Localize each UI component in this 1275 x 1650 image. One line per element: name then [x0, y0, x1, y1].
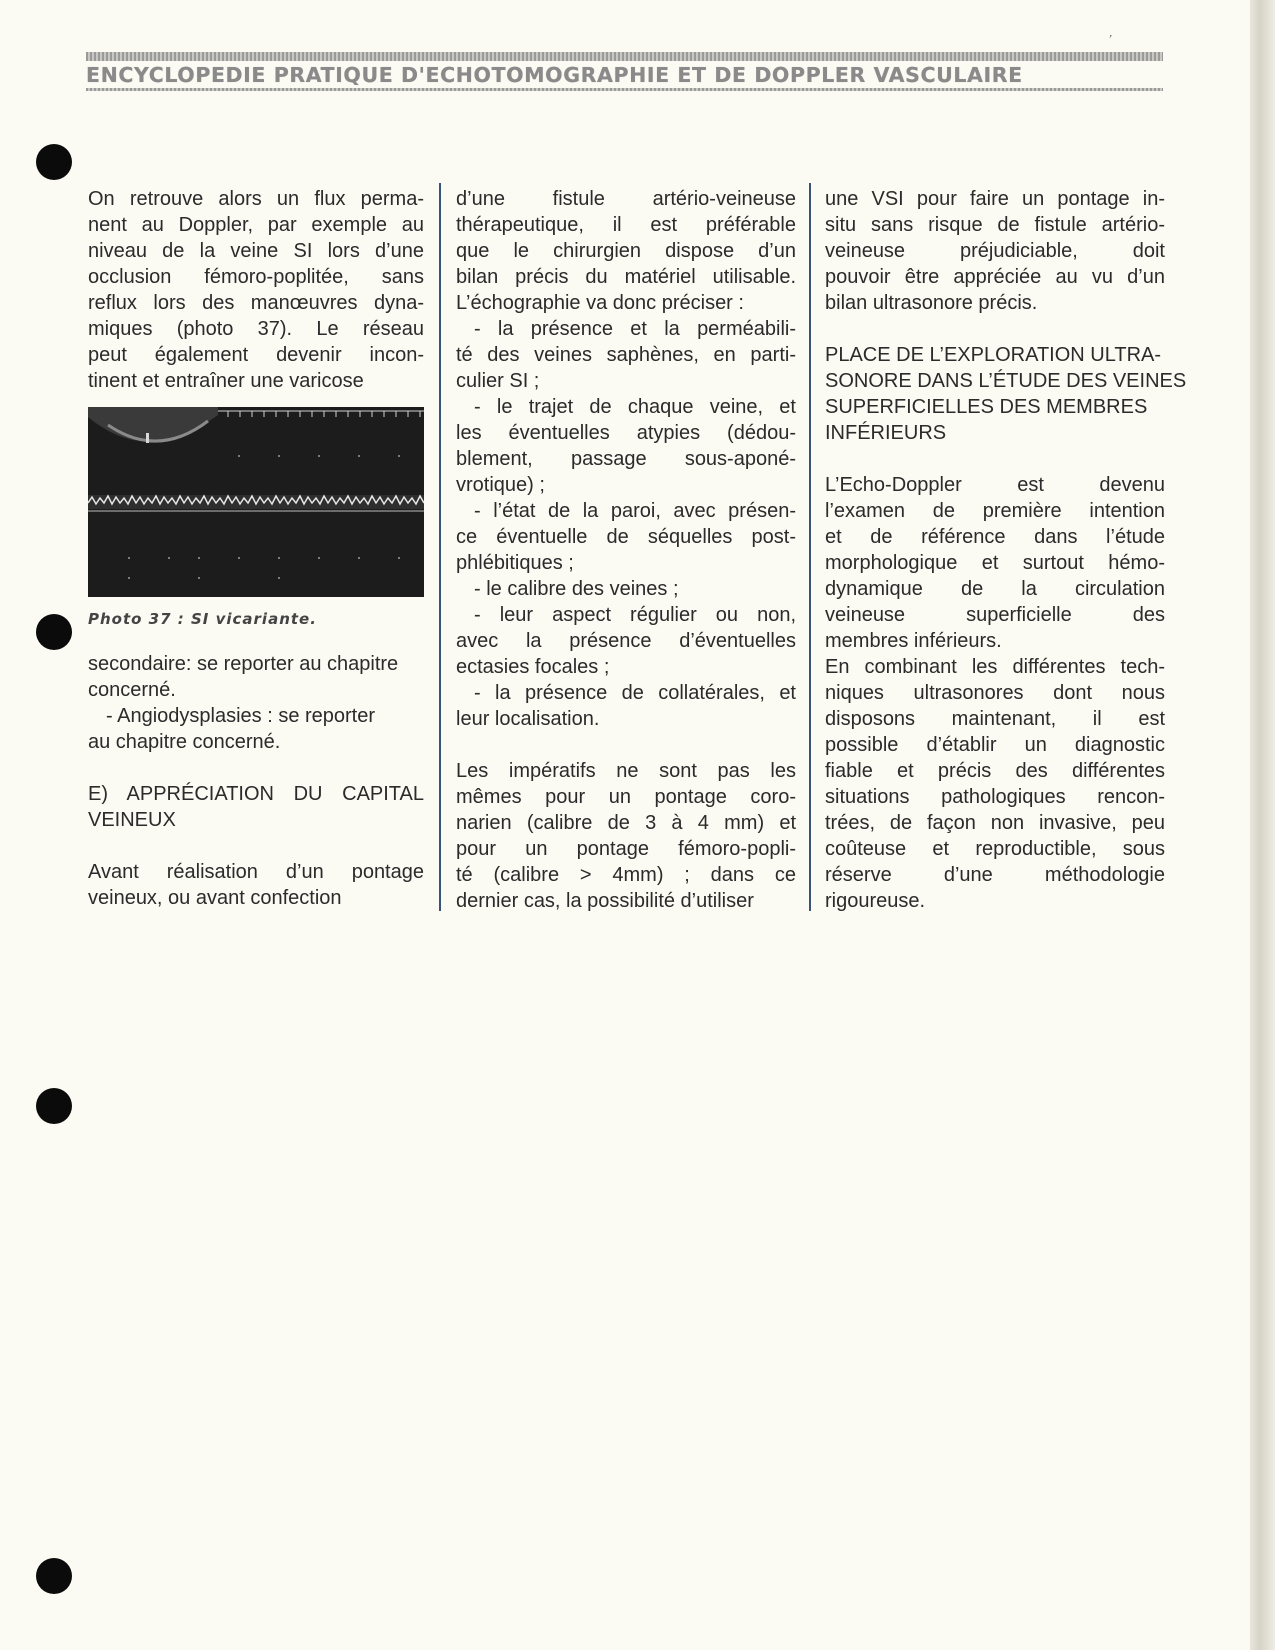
- text-line: pouvoir être appréciée au vu d’un: [825, 266, 1165, 288]
- text-line: une VSI pour faire un pontage in-: [825, 188, 1165, 210]
- text-line: rigoureuse.: [825, 890, 926, 912]
- corner-mark: ’: [1105, 32, 1114, 46]
- list-item-line: vrotique) ;: [456, 474, 545, 496]
- paragraph-echo-doppler: [825, 472, 1165, 654]
- echography-checklist: [456, 316, 796, 732]
- paragraph-vsi: [825, 186, 1165, 316]
- photo-caption: Photo 37 : SI vicariante.: [88, 610, 317, 628]
- column-rule: [439, 183, 441, 911]
- running-header: [86, 52, 1163, 91]
- text-line: coûteuse et reproductible, sous: [825, 838, 1165, 860]
- text-line: morphologique et surtout hémo-: [825, 552, 1165, 574]
- paragraph-fistule: [456, 186, 796, 316]
- page-edge-shadow: [1250, 0, 1275, 1650]
- list-item-line: avec la présence d’éventuelles: [456, 630, 796, 652]
- text-line: fiable et précis des différentes: [825, 760, 1165, 782]
- list-item: [456, 602, 796, 680]
- list-item: [456, 498, 796, 576]
- list-item-line: ce éventuelle de séquelles post-: [456, 526, 796, 548]
- text-line: niveau de la veine SI lors d’une: [88, 240, 424, 262]
- text-line: veineuse préjudiciable, doit: [825, 240, 1165, 262]
- text-line: thérapeutique, il est préférable: [456, 214, 796, 236]
- doppler-spectrum-image: [88, 407, 424, 597]
- text-line: bilan précis du matériel utilisable.: [456, 266, 796, 288]
- text-line: L’Echo-Doppler est devenu: [825, 474, 1165, 496]
- column-rule: [809, 183, 811, 911]
- paragraph-avant-realisation: [88, 859, 424, 911]
- text-line: dernier cas, la possibilité d’utiliser: [456, 890, 754, 912]
- list-item-line: - leur aspect régulier ou non,: [474, 604, 796, 626]
- text-line: peut également devenir incon-: [88, 344, 424, 366]
- column-3: [825, 186, 1187, 914]
- text-line: pour un pontage fémoro-popli-: [456, 838, 796, 860]
- heading-line: SUPERFICIELLES DES MEMBRES: [825, 396, 1148, 418]
- heading-line: PLACE DE L’EXPLORATION ULTRA-: [825, 344, 1162, 366]
- text-line: disposons maintenant, il est: [825, 708, 1165, 730]
- list-item-line: - l’état de la paroi, avec présen-: [474, 500, 796, 522]
- text-line: veineuse superficielle des: [825, 604, 1165, 626]
- punch-hole: [36, 614, 72, 650]
- list-item-continuation: au chapitre concerné.: [88, 731, 281, 753]
- text-line: réserve d’une méthodologie: [825, 864, 1165, 886]
- text-line: d’une fistule artério-veineuse: [456, 188, 796, 210]
- punch-hole: [36, 1088, 72, 1124]
- section-heading-exploration: [825, 342, 1187, 446]
- heading-line: VEINEUX: [88, 809, 176, 831]
- list-item: [456, 680, 796, 732]
- text-line: concerné.: [88, 679, 176, 701]
- section-heading-capital-veineux: [88, 781, 424, 833]
- list-item: [456, 576, 796, 602]
- header-title: ENCYCLOPEDIE PRATIQUE D'ECHOTOMOGRAPHIE ET DE DOPPLER VASCULAIRE: [86, 63, 1023, 87]
- text-line: narien (calibre de 3 à 4 mm) et: [456, 812, 796, 834]
- text-line: tinent et entraîner une varicose: [88, 370, 364, 392]
- text-line: veineux, ou avant confection: [88, 887, 342, 909]
- text-line: mêmes pour un pontage coro-: [456, 786, 796, 808]
- list-item-line: culier SI ;: [456, 370, 540, 392]
- list-item-line: - la présence et la perméabili-: [474, 318, 796, 340]
- text-line: On retrouve alors un flux perma-: [88, 188, 424, 210]
- column-1: [88, 186, 424, 911]
- punch-hole: [36, 1558, 72, 1594]
- text-line: occlusion fémoro-poplitée, sans: [88, 266, 424, 288]
- text-line: et de référence dans l’étude: [825, 526, 1165, 548]
- header-rule-top: [86, 52, 1163, 61]
- text-line: dynamique de la circulation: [825, 578, 1165, 600]
- list-item-line: - le trajet de chaque veine, et: [474, 396, 796, 418]
- text-line: trées, de façon non invasive, peu: [825, 812, 1165, 834]
- doppler-photo-37: [88, 407, 424, 597]
- paragraph-flux-permanent: [88, 186, 424, 394]
- text-line: miques (photo 37). Le réseau: [88, 318, 424, 340]
- list-item-line: ectasies focales ;: [456, 656, 610, 678]
- text-line: situ sans risque de fistule artério-: [825, 214, 1165, 236]
- paragraph-secondaire: [88, 651, 424, 703]
- text-line: En combinant les différentes tech-: [825, 656, 1165, 678]
- list-item-line: les éventuelles atypies (dédou-: [456, 422, 796, 444]
- list-item: [456, 394, 796, 498]
- list-item-line: phlébitiques ;: [456, 552, 574, 574]
- header-rule-bottom: [86, 88, 1163, 91]
- list-item-line: blement, passage sous-aponé-: [456, 448, 796, 470]
- text-line: que le chirurgien dispose d’un: [456, 240, 796, 262]
- text-line: secondaire: se reporter au chapitre: [88, 653, 399, 675]
- text-line: situations pathologiques rencon-: [825, 786, 1165, 808]
- text-line: possible d’établir un diagnostic: [825, 734, 1165, 756]
- list-item-line: - la présence de collatérales, et: [474, 682, 796, 704]
- list-item-angiodysplasies: - Angiodysplasies : se reporter: [106, 705, 376, 727]
- text-line: Les impératifs ne sont pas les: [456, 760, 796, 782]
- heading-line: INFÉRIEURS: [825, 422, 947, 444]
- text-line: L’échographie va donc préciser :: [456, 292, 744, 314]
- text-line: l’examen de première intention: [825, 500, 1165, 522]
- text-line: té (calibre > 4mm) ; dans ce: [456, 864, 796, 886]
- text-line: nent au Doppler, par exemple au: [88, 214, 424, 236]
- paragraph-combinant: [825, 654, 1165, 914]
- text-line: reflux lors des manœuvres dyna-: [88, 292, 424, 314]
- list-item-line: - le calibre des veines ;: [474, 578, 679, 600]
- heading-line: SONORE DANS L’ÉTUDE DES VEINES: [825, 370, 1187, 392]
- punch-hole: [36, 144, 72, 180]
- text-line: niques ultrasonores dont nous: [825, 682, 1165, 704]
- paragraph-imperatifs: [456, 758, 796, 914]
- text-line: bilan ultrasonore précis.: [825, 292, 1038, 314]
- column-2: [456, 186, 796, 914]
- list-item: [456, 316, 796, 394]
- list-item-line: té des veines saphènes, en parti-: [456, 344, 796, 366]
- text-line: membres inférieurs.: [825, 630, 1002, 652]
- list-item-line: leur localisation.: [456, 708, 600, 730]
- heading-line: E) APPRÉCIATION DU CAPITAL: [88, 783, 424, 805]
- text-line: Avant réalisation d’un pontage: [88, 861, 424, 883]
